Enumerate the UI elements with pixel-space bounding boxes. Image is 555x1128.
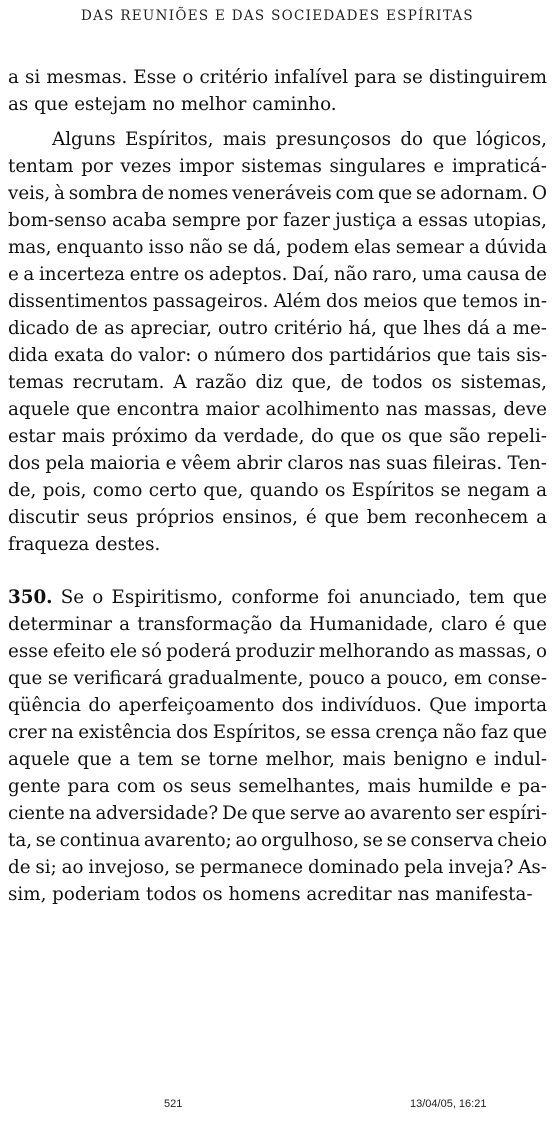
- text-line: qüência do aperfeiçoamento dos indivíduos. Que importa: [8, 695, 547, 716]
- text-line: de si; ao invejoso, se permanece dominado pela inveja? As-: [8, 857, 547, 878]
- text-line: tentam por vezes impor sistemas singulares e impraticá-: [8, 156, 547, 177]
- text-line: dos pela maioria e vêem abrir claros nas suas fileiras. Ten-: [8, 453, 547, 474]
- text-line: dissentimentos passageiros. Além dos meios que temos in-: [8, 291, 547, 312]
- text-line: temas recrutam. A razão diz que, de todos os sistemas,: [8, 372, 547, 393]
- page-body: [8, 64, 547, 908]
- text-line: ciente na adversidade? De que serve ao avarento ser espíri-: [8, 803, 547, 824]
- paragraph-systems: [8, 126, 547, 558]
- text-line: que se verificará gradualmente, pouco a pouco, em conse-: [8, 668, 547, 689]
- section-number: 350.: [8, 587, 53, 608]
- text-line: esse efeito ele só poderá produzir melhorando as massas, o: [8, 641, 547, 662]
- text-line: dicado de as apreciar, outro critério há, que lhes dá a me-: [8, 318, 547, 339]
- text-line: aquele que a tem se torne melhor, mais benigno e indul-: [8, 749, 547, 770]
- text-line: as que estejam no melhor caminho.: [8, 94, 337, 115]
- print-timestamp: 13/04/05, 16:21: [410, 1098, 487, 1110]
- text-line: ta, se continua avarento; ao orgulhoso, se se conserva cheio: [8, 830, 547, 851]
- text-line: estar mais próximo da verdade, do que os que são repeli-: [8, 426, 547, 447]
- text-line: aquele que encontra maior acolhimento nas massas, deve: [8, 399, 547, 420]
- page-number: 521: [164, 1098, 183, 1110]
- text-run: Se o Espiritismo, conforme foi anunciado, tem que: [52, 587, 547, 608]
- text-line: determinar a transformação da Humanidade, claro é que: [8, 614, 547, 635]
- text-line: mas, enquanto isso não se dá, podem elas semear a dúvida: [8, 237, 547, 258]
- text-line: discutir seus próprios ensinos, é que bem reconhecem a: [8, 507, 547, 528]
- text-line: de, pois, como certo que, quando os Espíritos se negam a: [8, 480, 547, 501]
- text-line: a si mesmas. Esse o critério infalível para se distinguirem: [8, 67, 547, 88]
- running-header: DAS REUNIÕES E DAS SOCIEDADES ESPÍRITAS: [81, 8, 474, 24]
- text-line: dida exata do valor: o número dos partidários que tais sis-: [8, 345, 547, 366]
- page-footer: [0, 1098, 555, 1114]
- text-line: [8, 584, 547, 611]
- text-line: Alguns Espíritos, mais presunçosos do que lógicos,: [52, 129, 547, 150]
- text-line: sim, poderiam todos os homens acreditar nas manifesta-: [8, 884, 533, 905]
- text-line: crer na existência dos Espíritos, se essa crença não faz que: [8, 722, 547, 743]
- text-line: gente para com os seus semelhantes, mais humilde e pa-: [8, 776, 547, 797]
- text-line: fraqueza destes.: [8, 534, 161, 555]
- text-line: bom-senso acaba sempre por fazer justiça a essas utopias,: [8, 210, 547, 231]
- paragraph-continued: [8, 64, 547, 118]
- text-line: e a incerteza entre os adeptos. Daí, não raro, uma causa de: [8, 264, 547, 285]
- text-line: veis, à sombra de nomes veneráveis com que se adornam. O: [8, 183, 547, 204]
- paragraph-350: [8, 584, 547, 908]
